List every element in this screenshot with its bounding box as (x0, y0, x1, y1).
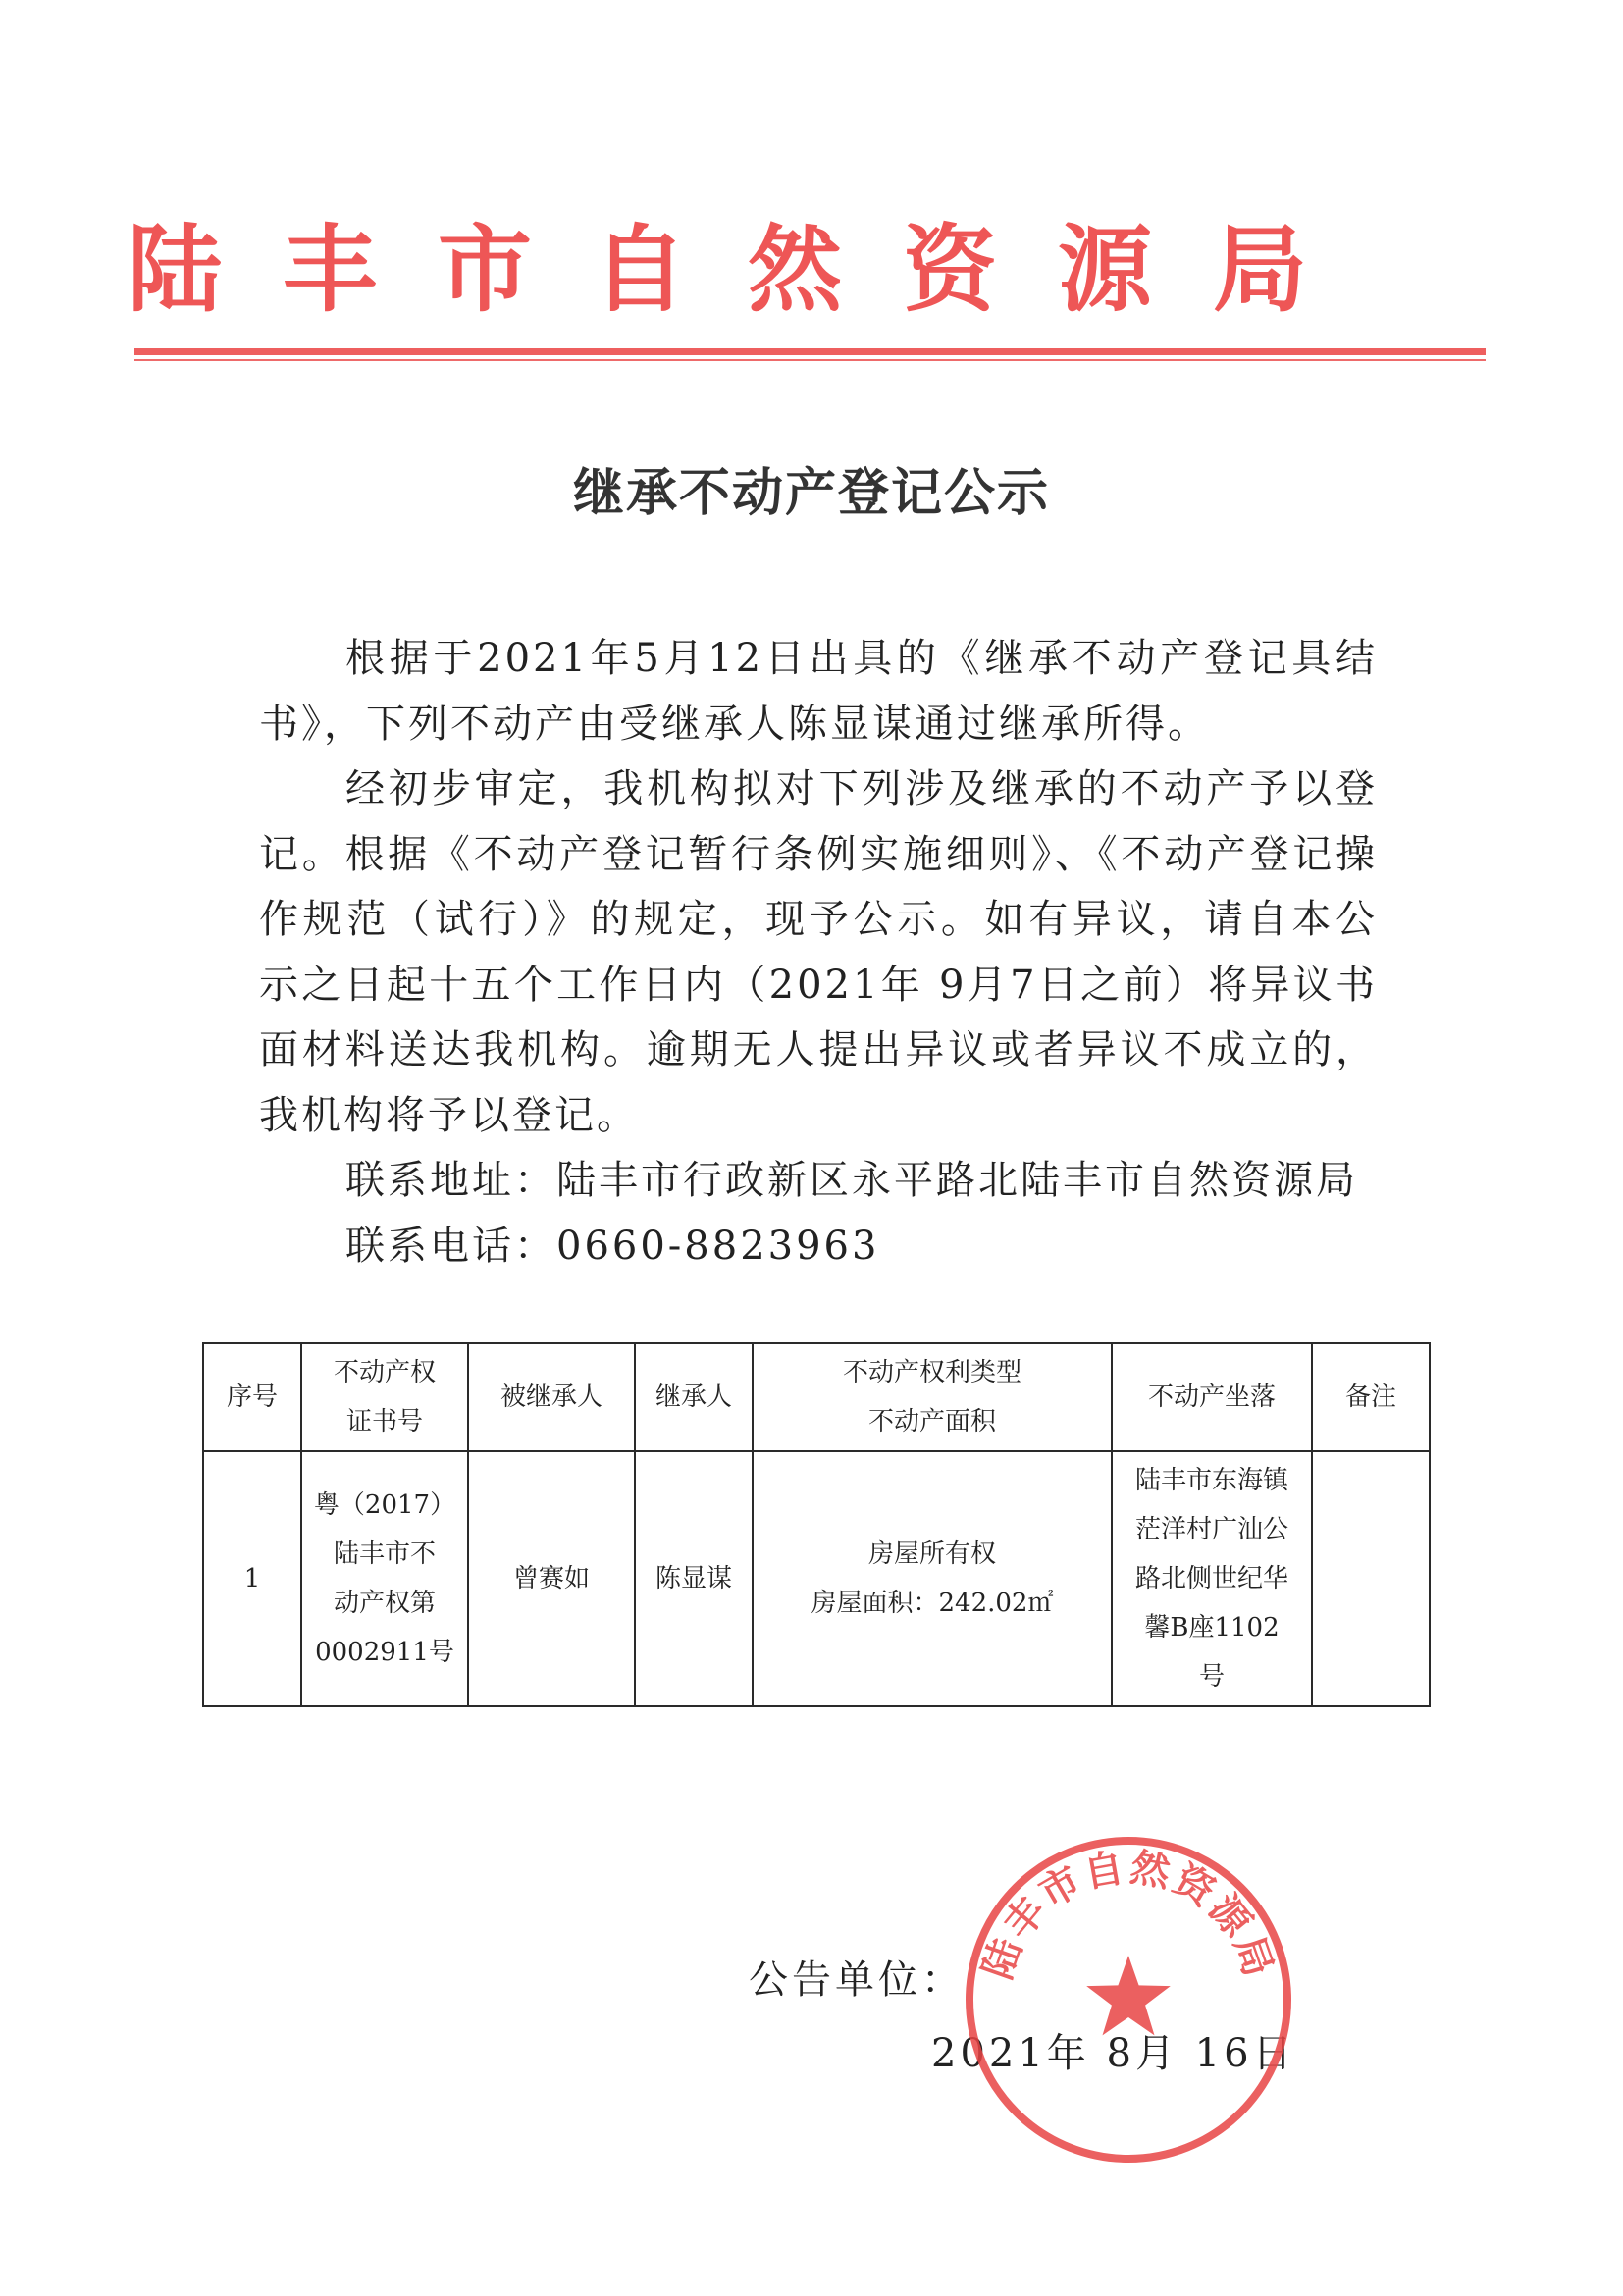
contact-phone: 联系电话：0660-8823963 (345, 1223, 880, 1269)
cell-seq: 1 (203, 1451, 301, 1706)
header-seq: 序号 (203, 1343, 301, 1451)
cell-heir: 陈显谋 (635, 1451, 753, 1706)
header-location: 不动产坐落 (1112, 1343, 1312, 1451)
cell-remarks (1312, 1451, 1430, 1706)
registration-table (202, 1342, 1431, 1707)
paragraph-review: 经初步审定，我机构拟对下列涉及继承的不动产予以登记。根据《不动产登记暂行条例实施细则》、《不动产登记操作规范（试行）》的规定，现予公示。如有异议，请自本公示之日起十五个工作日内（2021年 9月7日之前）将异议书面材料送达我机构。逾期无人提出异议或者异议不成立的，我机构将予以登记。 (259, 766, 1378, 1138)
header-certificate: 不动产权 证书号 (301, 1343, 468, 1451)
header-rule-thick (134, 348, 1486, 355)
header-remarks: 备注 (1312, 1343, 1430, 1451)
contact-address: 联系地址：陆丰市行政新区永平路北陆丰市自然资源局 (345, 1158, 1358, 1203)
issuer-label: 公告单位： (749, 1957, 965, 2003)
header-right-type: 不动产权利类型 不动产面积 (753, 1343, 1112, 1451)
seal-star-icon (1086, 1956, 1171, 2035)
header-rule-thin (134, 359, 1486, 361)
paragraph-basis: 根据于2021年5月12日出具的《继承不动产登记具结书》，下列不动产由受继承人陈显谋通过继承所得。 (259, 636, 1378, 747)
header-decedent: 被继承人 (468, 1343, 635, 1451)
official-seal (962, 1833, 1295, 2166)
header-heir: 继承人 (635, 1343, 753, 1451)
document-title: 继承不动产登记公示 (572, 464, 1050, 523)
cell-certificate: 粤（2017） 陆丰市不 动产权第 0002911号 (301, 1451, 468, 1706)
document-body (259, 626, 1378, 1278)
cell-decedent: 曾赛如 (468, 1451, 635, 1706)
cell-location: 陆丰市东海镇 茫洋村广汕公 路北侧世纪华 馨B座1102 号 (1112, 1451, 1312, 1706)
agency-title: 陆丰市自然资源局 (128, 215, 1368, 325)
cell-right-type: 房屋所有权 房屋面积：242.02㎡ (753, 1451, 1112, 1706)
issue-date: 2021年 8月 16日 (931, 2031, 1296, 2076)
table-header-row (203, 1343, 1430, 1451)
seal-text: 陆丰市自然资源局 (974, 1845, 1283, 1985)
table-row (203, 1451, 1430, 1706)
